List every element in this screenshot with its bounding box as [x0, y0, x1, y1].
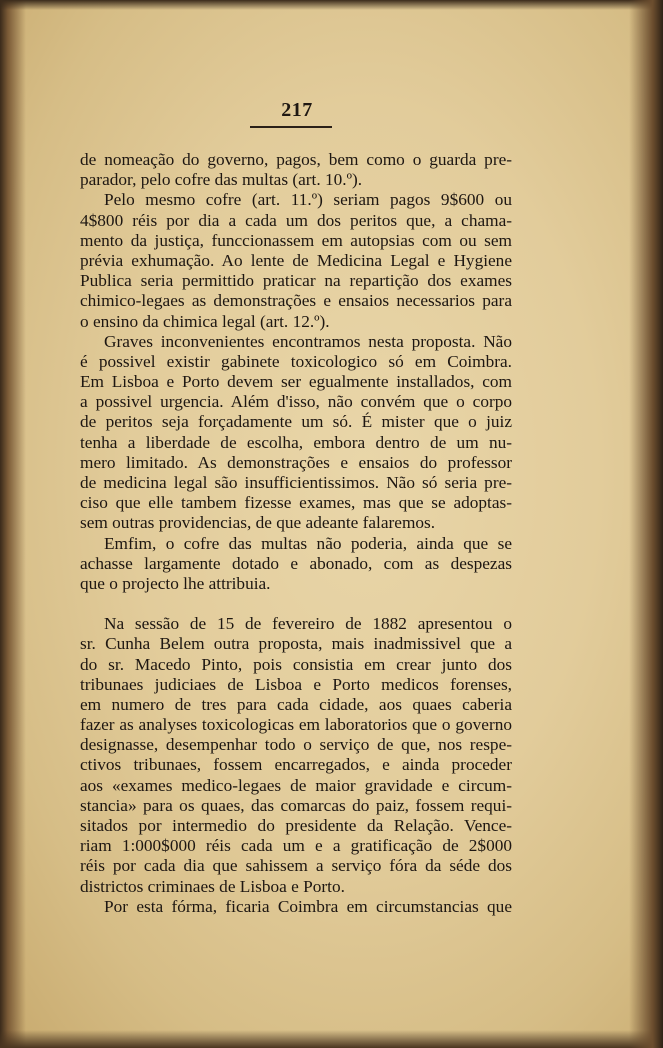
- paragraph-gap: [80, 594, 512, 614]
- text-line: prévia exhumação. Ao lente de Medicina Legal e Hygiene: [80, 250, 512, 270]
- text-line: parador, pelo cofre das multas (art. 10.º).: [80, 170, 363, 190]
- text-line: o ensino da chimica legal (art. 12.º).: [80, 311, 330, 331]
- page-bottom-edge: [0, 1030, 663, 1048]
- text-line: tribunaes judiciaes de Lisboa e Porto medicos forenses,: [80, 674, 512, 694]
- text-line: em numero de tres para cada cidade, aos quaes caberia: [80, 694, 512, 714]
- text-line: ciso que elle tambem fizesse exames, mas que se adoptas-: [80, 493, 512, 513]
- page-top-edge: [0, 0, 663, 10]
- text-line: ctivos tribunaes, fossem encarregados, e ainda proceder: [80, 755, 512, 775]
- text-line: stancia» para os quaes, das comarcas do paiz, fossem requi-: [80, 795, 512, 815]
- text-line: é possivel existir gabinete toxicologico só em Coimbra.: [80, 351, 512, 371]
- text-line: a possivel urgencia. Além d'isso, não convém que o corpo: [80, 392, 512, 412]
- text-line: tenha a liberdade de escolha, embora dentro de um nu-: [80, 432, 512, 452]
- text-line: mento da justiça, funccionassem em autopsias com ou sem: [80, 230, 512, 250]
- text-line: sem outras providencias, de que adeante falaremos.: [80, 513, 436, 533]
- text-line: riam 1:000$000 réis cada um e a gratificação de 2$000: [80, 836, 512, 856]
- text-line: chimico-legaes as demonstrações e ensaios necessarios para: [80, 291, 512, 311]
- text-line: 4$800 réis por dia a cada um dos peritos que, a chama-: [80, 210, 512, 230]
- text-line: achasse largamente dotado e abonado, com as despezas: [80, 553, 512, 573]
- text-line: que o projecto lhe attribuia.: [80, 573, 271, 593]
- text-line: de peritos seja forçadamente um só. É mister que o juiz: [80, 412, 512, 432]
- text-line: sr. Cunha Belem outra proposta, mais inadmissivel que a: [80, 634, 512, 654]
- text-line: Pelo mesmo cofre (art. 11.º) seriam pagos 9$600 ou: [104, 190, 512, 210]
- text-line: mero limitado. As demonstrações e ensaios do professor: [80, 452, 512, 472]
- text-line: Por esta fórma, ficaria Coimbra em circumstancias que: [104, 896, 512, 916]
- page-number: 217: [281, 99, 313, 121]
- header-rule: [250, 126, 332, 128]
- text-line: réis por cada dia que sahissem a serviço fóra da séde dos: [80, 856, 512, 876]
- text-line: de nomeação do governo, pagos, bem como o guarda pre-: [80, 150, 512, 169]
- text-line: de medicina legal são insufficientissimos. Não só seria pre-: [80, 473, 512, 492]
- text-line: Em Lisboa e Porto devem ser egualmente installados, com: [80, 372, 512, 392]
- text-line: aos «exames medico-legaes de maior gravidade e circum-: [80, 775, 512, 795]
- body-text: [80, 150, 512, 917]
- text-line: fazer as analyses toxicologicas em laboratorios que o governo: [80, 715, 512, 735]
- text-line: do sr. Macedo Pinto, pois consistia em crear junto dos: [80, 654, 512, 674]
- text-line: Na sessão de 15 de fevereiro de 1882 apresentou o: [104, 614, 512, 634]
- text-line: Emfim, o cofre das multas não poderia, ainda que se: [104, 533, 512, 553]
- text-line: Graves inconvenientes encontramos nesta proposta. Não: [104, 331, 512, 351]
- text-line: districtos criminaes de Lisboa e Porto.: [80, 876, 345, 896]
- text-line: designasse, desempenhar todo o serviço de que, nos respe-: [80, 735, 512, 755]
- text-line: Publica seria permittido praticar na repartição dos exames: [80, 271, 512, 291]
- text-line: sitados por intermedio do presidente da Relação. Vence-: [80, 816, 512, 835]
